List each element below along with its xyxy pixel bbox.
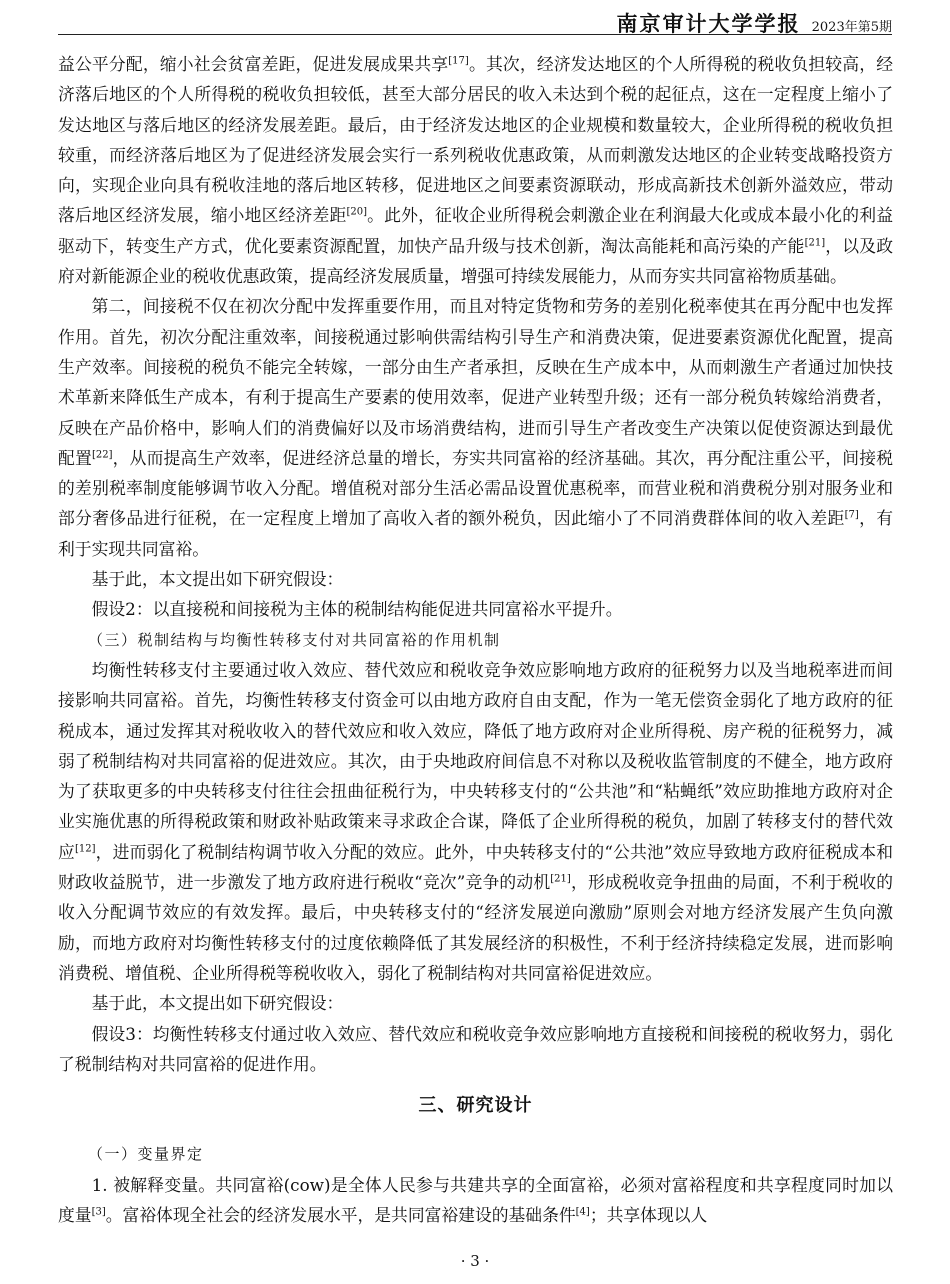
issue-label: 2023年第5期 [811, 20, 892, 35]
paragraph-dependent-variable: 1. 被解释变量。共同富裕(cow)是全体人民参与共建共享的全面富裕，必须对富裕程度和共享程度同时加以度量[3]。富裕体现全社会的经济发展水平，是共同富裕建设的基础条件[4]；共享体现以人 [58, 1174, 893, 1225]
article-body [58, 49, 893, 1230]
subsection-heading-3: （三）税制结构与均衡性转移支付对共同富裕的作用机制 [88, 630, 501, 649]
hypothesis-2: 假设2：以直接税和间接税为主体的税制结构能促进共同富裕水平提升。 [91, 599, 623, 620]
paragraph-indirect-tax: 第二，间接税不仅在初次分配中发挥重要作用，而且对特定货物和劳务的差别化税率使其在再分配中也发挥作用。首先，初次分配注重效率，间接税通过影响供需结构引导生产和消费决策，促进要素资源优化配置，提高生产效率。间接税的税负不能完全转嫁，一部分由生产者承担，反映在生产成本中，从而刺激生产者通过加快技术革新来降低生产成本，有利于提高生产要素的使用效率，促进产业转型升级；还有一部分税负转嫁给消费者，反映在产品价格中，影响人们的消费偏好以及市场消费结构，进而引导生产者改变生产决策以促使资源达到最优配置[22]，从而提高生产效率，促进经济总量的增长，夯实共同富裕的经济基础。其次，再分配注重公平，间接税的差别税率制度能够调节收入分配。增值税对部分生活必需品设置优惠税率，而营业税和消费税分别对服务业和部分奢侈品进行征税，在一定程度上增加了高收入者的额外税负，因此缩小了不同消费群体间的收入差距[7]，有利于实现共同富裕。 [58, 296, 893, 559]
hypothesis-intro: 基于此，本文提出如下研究假设： [91, 569, 344, 590]
page-number: · 3 · [460, 1252, 490, 1270]
paragraph-transfer-payment: 均衡性转移支付主要通过收入效应、替代效应和税收竞争效应影响地方政府的征税努力以及当地税率进而间接影响共同富裕。首先，均衡性转移支付资金可以由地方政府自由支配，作为一笔无偿资金弱化了地方政府的征税成本，通过发挥其对税收收入的替代效应和收入效应，降低了地方政府对企业所得税、房产税的征税努力，减弱了税制结构对共同富裕的促进效应。其次，由于央地政府间信息不对称以及税收监管制度的不健全，地方政府为了获取更多的中央转移支付往往会扭曲征税行为，中央转移支付的“公共池”和“粘蝇纸”效应助推地方政府对企业实施优惠的所得税政策和财政补贴政策来寻求政企合谋，降低了企业所得税的税负，加剧了转移支付的替代效应[12]，进而弱化了税制结构调节收入分配的效应。此外，中央转移支付的“公共池”效应导致地方政府征税成本和财政收益脱节，进一步激发了地方政府进行税收“竞次”竞争的动机[21]，形成税收竞争扭曲的局面，不利于税收的收入分配调节效应的有效发挥。最后，中央转移支付的“经济发展逆向激励”原则会对地方经济发展产生负向激励，而地方政府对均衡性转移支付的过度依赖降低了其发展经济的积极性，不利于经济持续稳定发展，进而影响消费税、增值税、企业所得税等税收收入，弱化了税制结构对共同富裕促进效应。 [58, 659, 893, 983]
subsection-heading-variables: （一）变量界定 [88, 1145, 204, 1164]
paragraph-continuation: 益公平分配，缩小社会贫富差距，促进发展成果共享[17]。其次，经济发达地区的个人所得税的税收负担较高，经济落后地区的个人所得税的税收负担较低，甚至大部分居民的收入未达到个税的起征点，这在一定程度上缩小了发达地区与落后地区的经济发展差距。最后，由于经济发达地区的企业规模和数量较大，企业所得税的税收负担较重，而经济落后地区为了促进经济发展会实行一系列税收优惠政策，从而刺激发达地区的企业转变战略投资方向，实现企业向具有税收洼地的落后地区转移，促进地区之间要素资源联动，形成高新技术创新外溢效应，带动落后地区经济发展，缩小地区经济差距[20]。此外，征收企业所得税会刺激企业在利润最大化或成本最小化的利益驱动下，转变生产方式，优化要素资源配置，加快产品升级与技术创新，淘汰高能耗和高污染的产能[21]，以及政府对新能源企业的税收优惠政策，提高经济发展质量，增强可持续发展能力，从而夯实共同富裕物质基础。 [58, 54, 893, 287]
section-heading-research-design: 三、研究设计 [418, 1095, 533, 1117]
running-header [58, 8, 892, 35]
journal-title: 南京审计大学学报 [616, 11, 801, 36]
hypothesis-intro-2: 基于此，本文提出如下研究假设： [91, 993, 344, 1014]
hypothesis-3: 假设3：均衡性转移支付通过收入效应、替代效应和税收竞争效应影响地方直接税和间接税的税收努力，弱化了税制结构对共同富裕的促进作用。 [58, 1023, 893, 1074]
